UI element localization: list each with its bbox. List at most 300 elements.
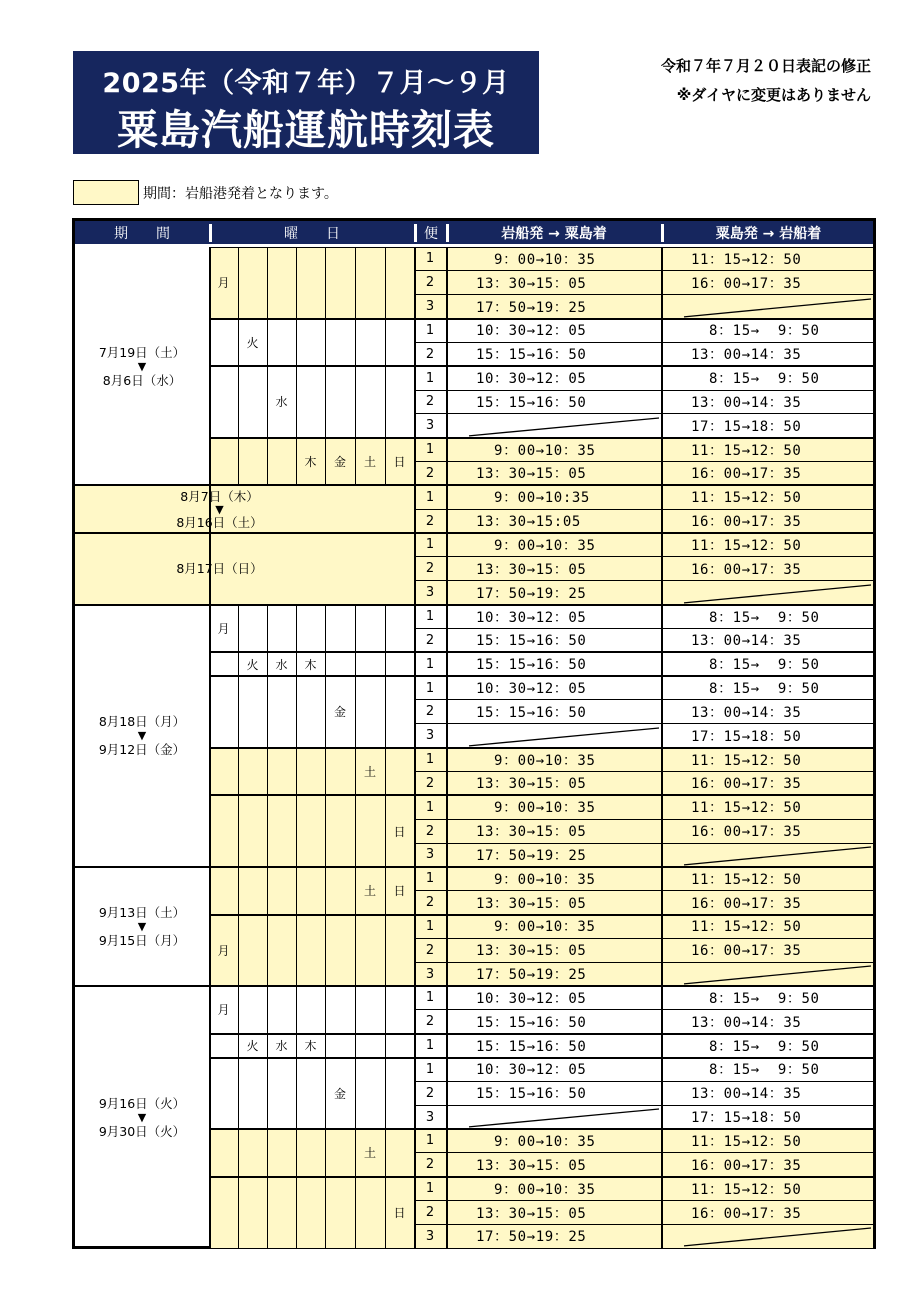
day-divider [325, 867, 326, 915]
band-separator [209, 651, 873, 653]
return-time: 8：15→ 9：50 [691, 681, 820, 698]
day-label: 木 [304, 657, 317, 672]
header-period: 期 間 [114, 226, 170, 242]
day-divider [385, 438, 386, 486]
trip-number: 1 [425, 1181, 435, 1197]
period-cell [75, 485, 414, 533]
trip-number: 1 [425, 918, 435, 934]
day-label: 火 [246, 1039, 259, 1054]
trip-number: 2 [425, 394, 435, 410]
outbound-time: 9：00→10：35 [476, 1181, 596, 1198]
trip-number: 2 [425, 632, 435, 648]
day-divider [355, 795, 356, 867]
return-time: 11：15→12：50 [691, 490, 802, 507]
trip-number: 1 [425, 370, 435, 386]
day-divider [355, 1058, 356, 1130]
outbound-time: 13：30→15：05 [476, 466, 587, 483]
day-divider [267, 1034, 268, 1058]
trip-number: 2 [425, 465, 435, 481]
day-label: 水 [275, 395, 288, 410]
trip-number: 1 [425, 1061, 435, 1077]
return-time: 11：15→12：50 [691, 442, 802, 459]
day-divider [355, 247, 356, 319]
day-divider [325, 1058, 326, 1130]
return-time: 11：15→12：50 [691, 919, 802, 936]
period-arrow-icon: ▼ [215, 502, 224, 516]
return-time: 8：15→ 9：50 [691, 371, 820, 388]
band-separator [209, 985, 873, 987]
day-divider [385, 915, 386, 987]
outbound-time: 9：00→10：35 [476, 537, 596, 554]
day-divider [238, 1058, 239, 1130]
return-time: 11：15→12：50 [691, 752, 802, 769]
period-arrow-icon: ▼ [137, 919, 147, 933]
trip-number: 1 [425, 1133, 435, 1149]
band-separator [209, 1033, 873, 1035]
outbound-time: 9：00→10：35 [476, 800, 596, 817]
day-divider [267, 676, 268, 748]
day-divider [355, 1034, 356, 1058]
band-separator [209, 437, 873, 439]
trip-number: 1 [425, 990, 435, 1006]
outbound-time: 9：00→10：35 [476, 752, 596, 769]
day-divider [355, 1129, 356, 1177]
return-time: 13：00→14：35 [691, 633, 802, 650]
header-return: 粟島発 → 岩船着 [715, 226, 822, 242]
band-separator [209, 318, 873, 320]
band-line [209, 247, 414, 248]
day-divider [238, 1034, 239, 1058]
outbound-time: 13：30→15：05 [476, 561, 587, 578]
day-divider [267, 366, 268, 438]
return-time: 16：00→17：35 [691, 895, 802, 912]
day-divider [267, 1058, 268, 1130]
outbound-time: 15：15→16：50 [476, 347, 587, 364]
trip-number: 3 [425, 1228, 435, 1244]
header-days: 曜 日 [284, 226, 340, 242]
legend-text: 期間：岩船港発着となります。 [143, 186, 338, 202]
day-divider [325, 748, 326, 796]
no-service-slash [664, 843, 873, 867]
outbound-time: 13：30→15：05 [476, 275, 587, 292]
return-time: 13：00→14：35 [691, 704, 802, 721]
period-end: 9月12日（金） [98, 742, 186, 758]
period-arrow-icon: ▼ [137, 729, 147, 743]
outbound-time: 10：30→12：05 [476, 681, 587, 698]
outbound-time: 13：30→15：05 [476, 776, 587, 793]
no-service-slash [449, 1105, 661, 1129]
return-time: 16：00→17：35 [691, 824, 802, 841]
outbound-time: 13：30→15：05 [476, 824, 587, 841]
day-divider [267, 438, 268, 486]
day-divider [267, 915, 268, 987]
trip-number: 2 [425, 775, 435, 791]
outbound-time: 13：30→15：05 [476, 1157, 587, 1174]
return-time: 16：00→17：35 [691, 776, 802, 793]
return-time: 8：15→ 9：50 [691, 1062, 820, 1079]
day-divider [267, 748, 268, 796]
return-time: 17：15→18：50 [691, 728, 802, 745]
row-line [414, 390, 873, 391]
no-service-slash [449, 414, 661, 438]
day-label: 日 [393, 1206, 406, 1220]
day-divider [267, 1177, 268, 1249]
row-line [414, 1152, 873, 1153]
day-divider [325, 438, 326, 486]
day-divider [238, 676, 239, 748]
day-label: 月 [217, 1003, 230, 1018]
day-divider [325, 605, 326, 653]
trip-number: 2 [425, 942, 435, 958]
period-end: 8月6日（水） [102, 372, 182, 388]
period-arrow-icon: ▼ [137, 359, 147, 373]
title-period: 2025年（令和７年）７月～９月 [102, 68, 510, 99]
no-service-slash [664, 581, 873, 605]
band-separator [209, 1128, 873, 1130]
header-trip: 便 [424, 226, 438, 242]
trip-number: 1 [425, 537, 435, 553]
row-line [414, 771, 873, 772]
day-divider [385, 1058, 386, 1130]
row-line [414, 1200, 873, 1201]
outbound-time: 9：00→10：35 [476, 871, 596, 888]
day-divider [296, 319, 297, 367]
day-divider [385, 652, 386, 676]
period-start: 9月16日（火） [98, 1095, 186, 1111]
outbound-time: 10：30→12：05 [476, 371, 587, 388]
day-divider [296, 366, 297, 438]
row-line [414, 556, 873, 557]
day-divider [238, 915, 239, 987]
return-time: 8：15→ 9：50 [691, 323, 820, 340]
day-divider [385, 795, 386, 867]
return-time: 8：15→ 9：50 [691, 1038, 820, 1055]
day-divider [355, 676, 356, 748]
day-divider [267, 986, 268, 1034]
return-time: 11：15→12：50 [691, 1133, 802, 1150]
trip-number: 3 [425, 728, 435, 744]
outbound-time: 15：15→16：50 [476, 704, 587, 721]
no-service-slash [664, 295, 873, 319]
day-label: 金 [333, 455, 346, 470]
band-separator [209, 866, 873, 868]
day-label: 金 [333, 1086, 346, 1101]
day-label: 水 [275, 1039, 288, 1054]
return-time: 8：15→ 9：50 [691, 609, 820, 626]
period-start: 7月19日（土） [98, 344, 186, 360]
trip-number: 1 [425, 1038, 435, 1054]
day-divider [325, 676, 326, 748]
day-divider [355, 438, 356, 486]
day-divider [267, 1129, 268, 1177]
row-line [414, 342, 873, 343]
day-divider [355, 867, 356, 915]
period-cell [75, 986, 209, 1248]
day-label: 月 [217, 276, 230, 291]
day-label: 木 [304, 1039, 317, 1054]
row-line [414, 1009, 873, 1010]
row-line [414, 819, 873, 820]
return-time: 16：00→17：35 [691, 1205, 802, 1222]
day-divider [385, 1129, 386, 1177]
title-banner [73, 51, 539, 154]
return-time: 16：00→17：35 [691, 1157, 802, 1174]
band-separator [209, 675, 873, 677]
no-service-slash [664, 962, 873, 986]
period-cell [75, 605, 209, 867]
day-divider [296, 438, 297, 486]
day-divider [385, 676, 386, 748]
day-label: 月 [217, 621, 230, 636]
trip-number: 3 [425, 1109, 435, 1125]
outbound-time: 17：50→19：25 [476, 1229, 587, 1246]
day-divider [296, 867, 297, 915]
day-divider [296, 1177, 297, 1249]
outbound-time: 13：30→15：05 [476, 1205, 587, 1222]
row-line [414, 1081, 873, 1082]
trip-number: 1 [425, 489, 435, 505]
day-divider [385, 1177, 386, 1249]
day-label: 火 [246, 335, 259, 350]
no-service-slash [664, 1224, 873, 1248]
day-divider [325, 915, 326, 987]
period-end: 9月30日（火） [98, 1123, 186, 1139]
day-divider [296, 1129, 297, 1177]
trip-number: 3 [425, 299, 435, 315]
outbound-time: 9：00→10：35 [476, 1133, 596, 1150]
day-divider [296, 986, 297, 1034]
return-time: 17：15→18：50 [691, 1110, 802, 1127]
day-divider [355, 986, 356, 1034]
outbound-time: 15：15→16：50 [476, 1014, 587, 1031]
day-divider [325, 652, 326, 676]
day-divider [238, 1129, 239, 1177]
trip-number: 1 [425, 656, 435, 672]
day-divider [385, 867, 386, 915]
row-line [414, 699, 873, 700]
day-label: 土 [363, 455, 376, 470]
trip-number: 2 [425, 561, 435, 577]
row-line [414, 890, 873, 891]
day-divider [355, 915, 356, 987]
trip-number: 2 [425, 895, 435, 911]
row-line [414, 247, 873, 248]
day-divider [325, 319, 326, 367]
period-end: 9月15日（月） [98, 932, 186, 948]
return-time: 16：00→17：35 [691, 275, 802, 292]
trip-number: 2 [425, 704, 435, 720]
trip-number: 3 [425, 418, 435, 434]
period-end: 8月16日（土） [176, 514, 263, 530]
day-divider [325, 1129, 326, 1177]
day-divider [355, 366, 356, 438]
trip-number: 3 [425, 585, 435, 601]
day-divider [267, 652, 268, 676]
day-label: 火 [246, 657, 259, 672]
day-divider [238, 652, 239, 676]
outbound-time: 15：15→16：50 [476, 394, 587, 411]
day-label: 水 [275, 657, 288, 672]
row-line [414, 270, 873, 271]
outbound-time: 15：15→16：50 [476, 657, 587, 674]
return-time: 13：00→14：35 [691, 347, 802, 364]
outbound-time: 13：30→15：05 [476, 943, 587, 960]
trip-number: 1 [425, 609, 435, 624]
day-divider [385, 748, 386, 796]
row-line [414, 938, 873, 939]
outbound-time: 15：15→16：50 [476, 1086, 587, 1103]
trip-number: 1 [425, 680, 435, 696]
day-divider [238, 319, 239, 367]
period-cell [75, 867, 209, 986]
return-time: 16：00→17：35 [691, 466, 802, 483]
trip-number: 3 [425, 966, 435, 982]
day-label: 土 [363, 1146, 376, 1161]
outbound-time: 9：00→10：35 [476, 251, 596, 268]
day-divider [385, 605, 386, 653]
return-time: 17：15→18：50 [691, 418, 802, 435]
return-time: 11：15→12：50 [691, 800, 802, 817]
trip-number: 2 [425, 1014, 435, 1030]
return-time: 8：15→ 9：50 [691, 990, 820, 1007]
day-divider [296, 247, 297, 319]
day-divider [238, 986, 239, 1034]
return-time: 16：00→17：35 [691, 514, 802, 531]
day-divider [355, 319, 356, 367]
day-divider [267, 605, 268, 653]
return-time: 13：00→14：35 [691, 1086, 802, 1103]
trip-number: 3 [425, 847, 435, 863]
trip-number: 1 [425, 251, 435, 267]
day-label: 土 [363, 884, 376, 899]
day-divider [267, 867, 268, 915]
day-divider [296, 1034, 297, 1058]
day-divider [238, 247, 239, 319]
day-divider [238, 438, 239, 486]
day-divider [267, 795, 268, 867]
outbound-time: 9：00→10:35 [476, 490, 590, 507]
day-divider [296, 652, 297, 676]
day-divider [385, 1034, 386, 1058]
band-separator [209, 914, 873, 916]
day-divider [296, 676, 297, 748]
trip-number: 2 [425, 1085, 435, 1101]
outbound-time: 17：50→19：25 [476, 585, 587, 602]
trip-number: 1 [425, 322, 435, 338]
day-divider [238, 795, 239, 867]
band-separator [209, 365, 873, 367]
trip-number: 2 [425, 275, 435, 291]
legend-swatch [73, 180, 139, 205]
day-divider [355, 652, 356, 676]
trip-number: 2 [425, 1157, 435, 1173]
return-time: 13：00→14：35 [691, 1014, 802, 1031]
band-separator [209, 747, 873, 749]
period-start: 9月13日（土） [98, 904, 186, 920]
return-time: 11：15→12：50 [691, 251, 802, 268]
row-line [414, 461, 873, 462]
day-divider [267, 247, 268, 319]
day-divider [325, 986, 326, 1034]
day-divider [385, 366, 386, 438]
return-time: 11：15→12：50 [691, 871, 802, 888]
return-time: 16：00→17：35 [691, 561, 802, 578]
day-divider [238, 748, 239, 796]
trip-number: 1 [425, 442, 435, 458]
return-time: 11：15→12：50 [691, 537, 802, 554]
outbound-time: 17：50→19：25 [476, 299, 587, 316]
day-divider [325, 795, 326, 867]
outbound-time: 9：00→10：35 [476, 442, 596, 459]
revision-note: 令和７年７月２０日表記の修正 [660, 57, 871, 75]
period-start: 8月18日（月） [98, 714, 186, 730]
outbound-time: 13：30→15:05 [476, 514, 581, 531]
trip-number: 2 [425, 346, 435, 362]
trip-number: 1 [425, 799, 435, 815]
day-divider [238, 605, 239, 653]
trip-number: 1 [425, 871, 435, 887]
period-cell [75, 533, 414, 605]
trip-number: 1 [425, 752, 435, 768]
row-line [414, 628, 873, 629]
outbound-time: 13：30→15：05 [476, 895, 587, 912]
day-label: 木 [304, 455, 317, 470]
outbound-time: 17：50→19：25 [476, 967, 587, 984]
day-divider [238, 366, 239, 438]
no-service-slash [449, 724, 661, 748]
page-title: 粟島汽船運航時刻表 [117, 106, 495, 154]
period-arrow-icon: ▼ [137, 1110, 147, 1124]
day-divider [325, 366, 326, 438]
day-label: 日 [393, 884, 406, 899]
day-divider [385, 986, 386, 1034]
band-separator [209, 1057, 873, 1059]
day-divider [238, 1177, 239, 1249]
day-divider [355, 605, 356, 653]
outbound-time: 10：30→12：05 [476, 609, 587, 626]
day-label: 土 [363, 764, 376, 779]
timetable [72, 218, 876, 1249]
day-label: 日 [393, 455, 406, 470]
day-divider [325, 1034, 326, 1058]
day-label: 金 [333, 705, 346, 720]
return-time: 11：15→12：50 [691, 1181, 802, 1198]
trip-number: 2 [425, 823, 435, 839]
period-start: 8月17日（日） [176, 561, 263, 577]
schedule-note: ※ダイヤに変更はありません [676, 86, 871, 104]
table-header [75, 221, 873, 244]
row-line [414, 509, 873, 510]
period-cell [75, 247, 209, 485]
day-divider [325, 1177, 326, 1249]
day-divider [385, 247, 386, 319]
outbound-time: 10：30→12：05 [476, 323, 587, 340]
period-start: 8月7日（木） [180, 488, 259, 504]
day-divider [296, 605, 297, 653]
day-divider [355, 748, 356, 796]
day-label: 日 [393, 824, 406, 839]
return-time: 13：00→14：35 [691, 394, 802, 411]
day-divider [296, 1058, 297, 1130]
day-label: 月 [217, 943, 230, 958]
outbound-time: 15：15→16：50 [476, 633, 587, 650]
day-divider [296, 795, 297, 867]
header-outbound: 岩船発 → 粟島着 [501, 226, 607, 242]
outbound-time: 10：30→12：05 [476, 990, 587, 1007]
day-divider [267, 319, 268, 367]
outbound-time: 15：15→16：50 [476, 1038, 587, 1055]
band-separator [209, 1176, 873, 1178]
